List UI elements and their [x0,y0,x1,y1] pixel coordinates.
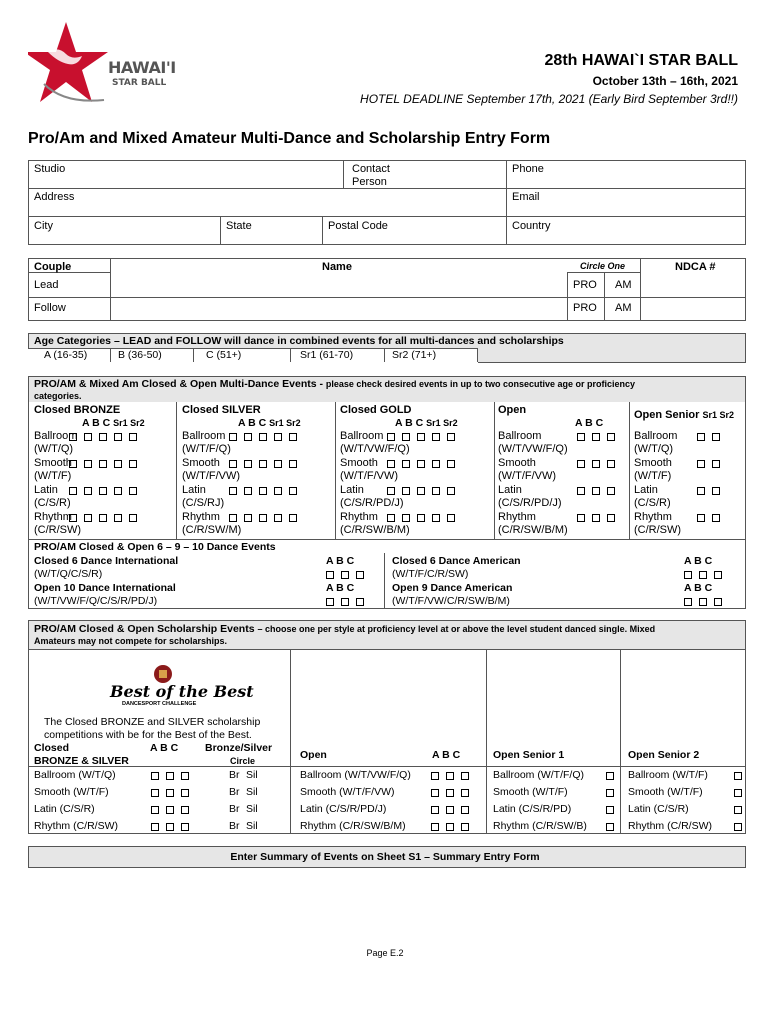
name-header: Name [322,261,352,273]
gold-abc: A B C Sr1 Sr2 [395,417,458,429]
closed-latin-sil[interactable]: Sil [246,803,258,815]
bronze-smooth-label: Smooth [34,457,72,469]
lead-label: Lead [34,279,59,291]
bronze-smooth-dances: (W/T/F) [34,470,72,482]
scholar-closed: Closed [34,742,70,754]
open-smooth-checkboxes[interactable] [570,458,615,470]
open-ballroom-label: Ballroom (W/T/VW/F/Q) [300,769,411,781]
bronze-ballroom-checkboxes[interactable] [62,431,137,443]
best-of-best-logo [108,664,254,710]
silver-smooth-dances: (W/T/F/VW) [182,470,241,482]
silver-ballroom-dances: (W/T/F/Q) [182,443,231,455]
closed-rhythm-checkboxes[interactable] [144,821,189,833]
logo-word2: STAR BALL [112,78,167,88]
postal-field[interactable]: Postal Code [328,220,388,232]
bronze-rhythm-checkboxes[interactable] [62,512,137,524]
open-abc: A B C [575,417,604,429]
address-field[interactable]: Address [34,191,75,203]
couple-block [28,258,746,321]
open-latin-checkboxes[interactable] [424,804,469,816]
os2-ballroom-label: Ballroom (W/T/F) [628,769,708,781]
bronze-ballroom-label: Ballroom [34,430,78,442]
os1-latin-label: Latin (C/S/R/PD) [493,803,572,815]
col-open-senior: Open Senior Sr1 Sr2 [634,409,734,421]
c6a-dances: (W/T/F/C/R/SW) [392,568,469,580]
bronze-abc: A B C Sr1 Sr2 [82,417,145,429]
phone-field[interactable]: Phone [512,163,544,175]
contact-person-label1: Contact [352,163,390,175]
silver-ballroom-label: Ballroom [182,430,226,442]
bronze-rhythm-dances: (C/R/SW) [34,524,82,536]
o9a-label: Open 9 Dance American [392,582,513,594]
age-cat-c[interactable]: C (51+) [206,349,242,361]
silver-rhythm-checkboxes[interactable] [222,512,297,524]
col-closed-bronze: Closed BRONZE [34,404,121,416]
silver-ballroom-checkboxes[interactable] [222,431,297,443]
closed-smooth-checkboxes[interactable] [144,787,189,799]
age-cat-sr2[interactable]: Sr2 (71+) [392,349,437,361]
logo-word1: HAWAI'I [108,58,176,77]
gold-rhythm-label: Rhythm [340,511,378,523]
os1-smooth-label: Smooth (W/T/F) [493,786,568,798]
open-latin-dances: (C/S/R/PD/J) [498,497,562,509]
col-open: Open [498,404,527,416]
open-ballroom-checkboxes[interactable] [424,770,469,782]
ten-dance-title: PRO/AM Closed & Open 6 – 9 – 10 Dance Events [34,541,276,553]
gold-latin-label: Latin [340,484,364,496]
couple-label: Couple [34,261,72,273]
silver-smooth-checkboxes[interactable] [222,458,297,470]
open-ballroom-dances: (W/T/VW/F/Q) [498,443,568,455]
senior-smooth-dances: (W/T/F) [634,470,672,482]
senior-smooth-checkboxes[interactable] [690,458,720,470]
open-latin-checkboxes[interactable] [570,485,615,497]
senior-rhythm-checkboxes[interactable] [690,512,720,524]
silver-rhythm-label: Rhythm [182,511,220,523]
o9a-dances: (W/T/F/VW/C/R/SW/B/M) [392,595,510,607]
open-rhythm-label: Rhythm [498,511,536,523]
age-cat-a[interactable]: A (16-35) [44,349,88,361]
senior-latin-label: Latin [634,484,658,496]
senior-ballroom-checkboxes[interactable] [690,431,720,443]
silver-smooth-label: Smooth [182,457,220,469]
bronze-latin-checkboxes[interactable] [62,485,137,497]
gold-smooth-dances: (W/T/F/VW) [340,470,399,482]
closed-latin-label: Latin (C/S/R) [34,803,95,815]
senior-rhythm-label: Rhythm [634,511,672,523]
closed-ballroom-checkboxes[interactable] [144,770,189,782]
gold-ballroom-checkboxes[interactable] [380,431,455,443]
open-latin-label: Latin [498,484,522,496]
senior-ballroom-label: Ballroom [634,430,678,442]
page-number: Page E.2 [366,948,404,958]
bronze-rhythm-label: Rhythm [34,511,72,523]
scholar-note1: The Closed BRONZE and SILVER scholarship [44,716,261,728]
os1-ballroom-checkbox[interactable] [599,770,614,782]
scholar-open-abc: A B C [432,749,461,761]
silver-latin-label: Latin [182,484,206,496]
open-ballroom-checkboxes[interactable] [570,431,615,443]
closed-rhythm-label: Rhythm (C/R/SW) [34,820,118,832]
bronze-ballroom-dances: (W/T/Q) [34,443,74,455]
os1-rhythm-label: Rhythm (C/R/SW/B) [493,820,587,832]
closed-smooth-label: Smooth (W/T/F) [34,786,109,798]
bronze-latin-label: Latin [34,484,58,496]
os2-rhythm-label: Rhythm (C/R/SW) [628,820,712,832]
event-title: 28th HAWAI`I STAR BALL [544,52,738,69]
silver-latin-dances: (C/S/RJ) [182,497,225,509]
state-field[interactable]: State [226,220,252,232]
city-field[interactable]: City [34,220,53,232]
multi-dance-title2: categories. [34,391,82,401]
scholar-open-senior2: Open Senior 2 [628,749,700,761]
hawaii-star-ball-logo [28,22,178,114]
gold-ballroom-label: Ballroom [340,430,384,442]
o10-checks[interactable] [319,596,364,608]
open-smooth-label: Smooth [498,457,536,469]
senior-smooth-label: Smooth [634,457,672,469]
c6i-label: Closed 6 Dance International [34,555,179,567]
closed-rhythm-br[interactable]: Br [229,820,240,832]
closed-smooth-br[interactable]: Br [229,786,240,798]
os1-latin-checkbox[interactable] [599,804,614,816]
gold-smooth-label: Smooth [340,457,378,469]
c6i-checks[interactable] [319,569,364,581]
senior-rhythm-dances: (C/R/SW) [634,524,682,536]
age-categories-title: Age Categories – LEAD and FOLLOW will dance in combined events for all multi-dances and scholarships [34,335,564,347]
follow-pro-option[interactable]: PRO [573,302,597,314]
c6a-label: Closed 6 Dance American [392,555,521,567]
scholar-circle: Circle [230,756,256,766]
os1-smooth-checkbox[interactable] [599,787,614,799]
closed-latin-br[interactable]: Br [229,803,240,815]
os1-ballroom-label: Ballroom (W/T/F/Q) [493,769,584,781]
logo-best-text: Best of the Best [110,682,254,701]
open-smooth-label: Smooth (W/T/F/VW) [300,786,395,798]
scholar-bs: BRONZE & SILVER [34,755,129,767]
summary-text: Enter Summary of Events on Sheet S1 – Summary Entry Form [230,851,540,863]
logo-best-sub: DANCESPORT CHALLENGE [122,701,197,707]
open-rhythm-dances: (C/R/SW/B/M) [498,524,568,536]
ndca-header: NDCA # [675,261,716,273]
form-title: Pro/Am and Mixed Amateur Multi-Dance and Scholarship Entry Form [28,130,551,147]
os2-ballroom-checkbox[interactable] [727,770,742,782]
open-rhythm-checkboxes[interactable] [570,512,615,524]
bronze-smooth-checkboxes[interactable] [62,458,137,470]
scholar-note2: competitions with be for the Best of the Best. [44,729,252,741]
os2-smooth-checkbox[interactable] [727,787,742,799]
silver-latin-checkboxes[interactable] [222,485,297,497]
c6a-checks[interactable] [677,569,722,581]
o9a-checks[interactable] [677,596,722,608]
o10-abc: A B C [326,582,355,594]
o10-label: Open 10 Dance International [34,582,176,594]
studio-field[interactable]: Studio [34,163,66,175]
o10-dances: (W/T/VW/F/Q/C/S/R/PD/J) [34,595,158,607]
open-latin-label: Latin (C/S/R/PD/J) [300,803,387,815]
age-cat-b[interactable]: B (36-50) [118,349,162,361]
c6a-abc: A B C [684,555,713,567]
open-rhythm-checkboxes[interactable] [424,821,469,833]
scholarship-title: PRO/AM Closed & Open Scholarship Events – choose one per style at proficiency level at or above the level student danced single. Mixed [34,623,656,635]
scholar-open: Open [300,749,327,761]
scholar-bronze-silver: Bronze/Silver [205,742,273,754]
os1-rhythm-checkbox[interactable] [599,821,614,833]
senior-ballroom-dances: (W/T/Q) [634,443,674,455]
gold-ballroom-dances: (W/T/VW/F/Q) [340,443,410,455]
age-cat-sr1[interactable]: Sr1 (61-70) [300,349,354,361]
open-smooth-checkboxes[interactable] [424,787,469,799]
circle-one-header: Circle One [580,261,626,271]
closed-ballroom-label: Ballroom (W/T/Q) [34,769,116,781]
c6i-dances: (W/T/Q/C/S/R) [34,568,103,580]
scholar-abc: A B C [150,742,179,754]
closed-smooth-sil[interactable]: Sil [246,786,258,798]
c6i-abc: A B C [326,555,355,567]
lead-am-option[interactable]: AM [615,279,632,291]
closed-rhythm-sil[interactable]: Sil [246,820,258,832]
follow-label: Follow [34,302,66,314]
os2-latin-label: Latin (C/S/R) [628,803,689,815]
closed-ballroom-sil[interactable]: Sil [246,769,258,781]
silver-rhythm-dances: (C/R/SW/M) [182,524,242,536]
country-field[interactable]: Country [512,220,551,232]
gold-latin-checkboxes[interactable] [380,485,455,497]
open-ballroom-label: Ballroom [498,430,542,442]
os2-rhythm-checkbox[interactable] [727,821,742,833]
contact-person-label2: Person [352,176,387,188]
gold-rhythm-checkboxes[interactable] [380,512,455,524]
gold-rhythm-dances: (C/R/SW/B/M) [340,524,410,536]
os2-latin-checkbox[interactable] [727,804,742,816]
lead-pro-option[interactable]: PRO [573,279,597,291]
event-dates: October 13th – 16th, 2021 [592,74,738,88]
closed-latin-checkboxes[interactable] [144,804,189,816]
col-closed-gold: Closed GOLD [340,404,412,416]
open-smooth-dances: (W/T/F/VW) [498,470,557,482]
gold-latin-dances: (C/S/R/PD/J) [340,497,404,509]
col-closed-silver: Closed SILVER [182,404,261,416]
silver-abc: A B C Sr1 Sr2 [238,417,301,429]
email-field[interactable]: Email [512,191,540,203]
hotel-deadline: HOTEL DEADLINE September 17th, 2021 (Early Bird September 3rd!!) [360,92,738,106]
scholar-open-senior1: Open Senior 1 [493,749,565,761]
open-rhythm-label: Rhythm (C/R/SW/B/M) [300,820,406,832]
os2-smooth-label: Smooth (W/T/F) [628,786,703,798]
gold-smooth-checkboxes[interactable] [380,458,455,470]
scholarship-title2: Amateurs may not compete for scholarships. [34,636,228,646]
multi-dance-title: PRO/AM & Mixed Am Closed & Open Multi-Dance Events - please check desired events in up to two consecutive age or proficiency [34,378,636,390]
o9a-abc: A B C [684,582,713,594]
bronze-latin-dances: (C/S/R) [34,497,71,509]
senior-latin-dances: (C/S/R) [634,497,671,509]
follow-am-option[interactable]: AM [615,302,632,314]
closed-ballroom-br[interactable]: Br [229,769,240,781]
senior-latin-checkboxes[interactable] [690,485,720,497]
